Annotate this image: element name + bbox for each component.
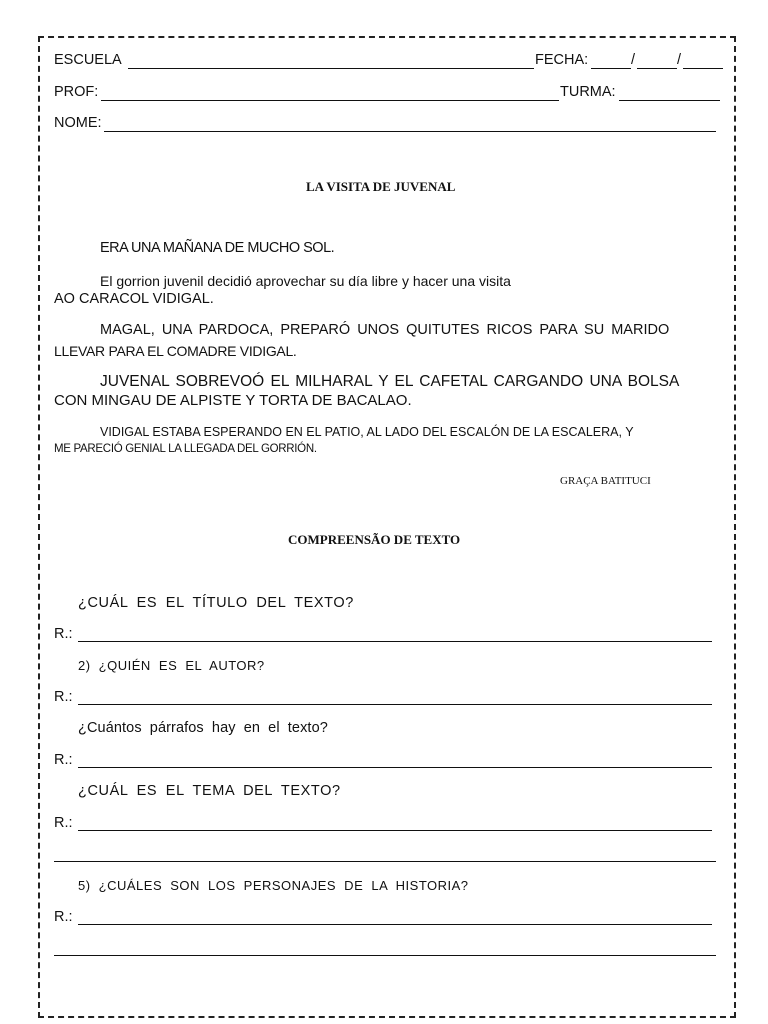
turma-label: TURMA: xyxy=(560,84,616,100)
answer-4-line[interactable] xyxy=(78,830,712,831)
paragraph-3-line-2: LLEVAR PARA EL COMADRE VIDIGAL. xyxy=(54,343,297,359)
paragraph-5-line-2: ME PARECIÓ GENIAL LA LLEGADA DEL GORRIÓN. xyxy=(54,443,317,455)
paragraph-5-line-1: VIDIGAL ESTABA ESPERANDO EN EL PATIO, AL LADO DEL ESCALÓN DE LA ESCALERA, Y xyxy=(100,425,634,439)
answer-1-line[interactable] xyxy=(78,641,712,642)
question-2: 2) ¿QUIÉN ES EL AUTOR? xyxy=(78,658,265,673)
story-title: LA VISITA DE JUVENAL xyxy=(306,179,456,194)
fecha-label: FECHA: xyxy=(535,52,589,68)
answer-label: R.: xyxy=(54,626,73,642)
prof-label: PROF: xyxy=(54,84,99,100)
fecha-day-field[interactable] xyxy=(591,68,631,69)
question-4: ¿CUÁL ES EL TEMA DEL TEXTO? xyxy=(78,783,341,799)
escuela-label: ESCUELA xyxy=(54,52,122,68)
prof-field[interactable] xyxy=(101,100,559,101)
comprehension-title: COMPREENSÃO DE TEXTO xyxy=(288,532,461,547)
paragraph-3-line-1: MAGAL, UNA PARDOCA, PREPARÓ UNOS QUITUTES RICOS PARA SU MARIDO xyxy=(100,322,670,338)
question-3: ¿Cuántos párrafos hay en el texto? xyxy=(78,720,328,736)
paragraph-2-line-2: AO CARACOL VIDIGAL. xyxy=(54,291,214,307)
nome-field[interactable] xyxy=(104,131,716,132)
answer-2-line[interactable] xyxy=(78,704,712,705)
escuela-field[interactable] xyxy=(128,68,534,69)
fecha-slash: / xyxy=(677,52,682,68)
answer-label: R.: xyxy=(54,909,73,925)
answer-4-line-extra[interactable] xyxy=(54,861,716,862)
question-5: 5) ¿CUÁLES SON LOS PERSONAJES DE LA HISTORIA? xyxy=(78,878,469,893)
answer-5-line[interactable] xyxy=(78,924,712,925)
question-1: ¿CUÁL ES EL TÍTULO DEL TEXTO? xyxy=(78,595,354,611)
answer-label: R.: xyxy=(54,752,73,768)
fecha-month-field[interactable] xyxy=(637,68,677,69)
answer-5-line-extra[interactable] xyxy=(54,955,716,956)
fecha-slash: / xyxy=(631,52,636,68)
answer-3-line[interactable] xyxy=(78,767,712,768)
paragraph-1: ERA UNA MAÑANA DE MUCHO SOL. xyxy=(100,240,335,256)
paragraph-4-line-1: JUVENAL SOBREVOÓ EL MILHARAL Y EL CAFETAL CARGANDO UNA BOLSA xyxy=(100,373,680,390)
fecha-year-field[interactable] xyxy=(683,68,723,69)
answer-label: R.: xyxy=(54,689,73,705)
paragraph-4-line-2: CON MINGAU DE ALPISTE Y TORTA DE BACALAO. xyxy=(54,392,412,409)
story-author: GRAÇA BATITUCI xyxy=(560,475,651,487)
turma-field[interactable] xyxy=(619,100,720,101)
paragraph-2-line-1: El gorrion juvenil decidió aprovechar su día libre y hacer una visita xyxy=(100,273,511,289)
nome-label: NOME: xyxy=(54,115,102,131)
answer-label: R.: xyxy=(54,815,73,831)
